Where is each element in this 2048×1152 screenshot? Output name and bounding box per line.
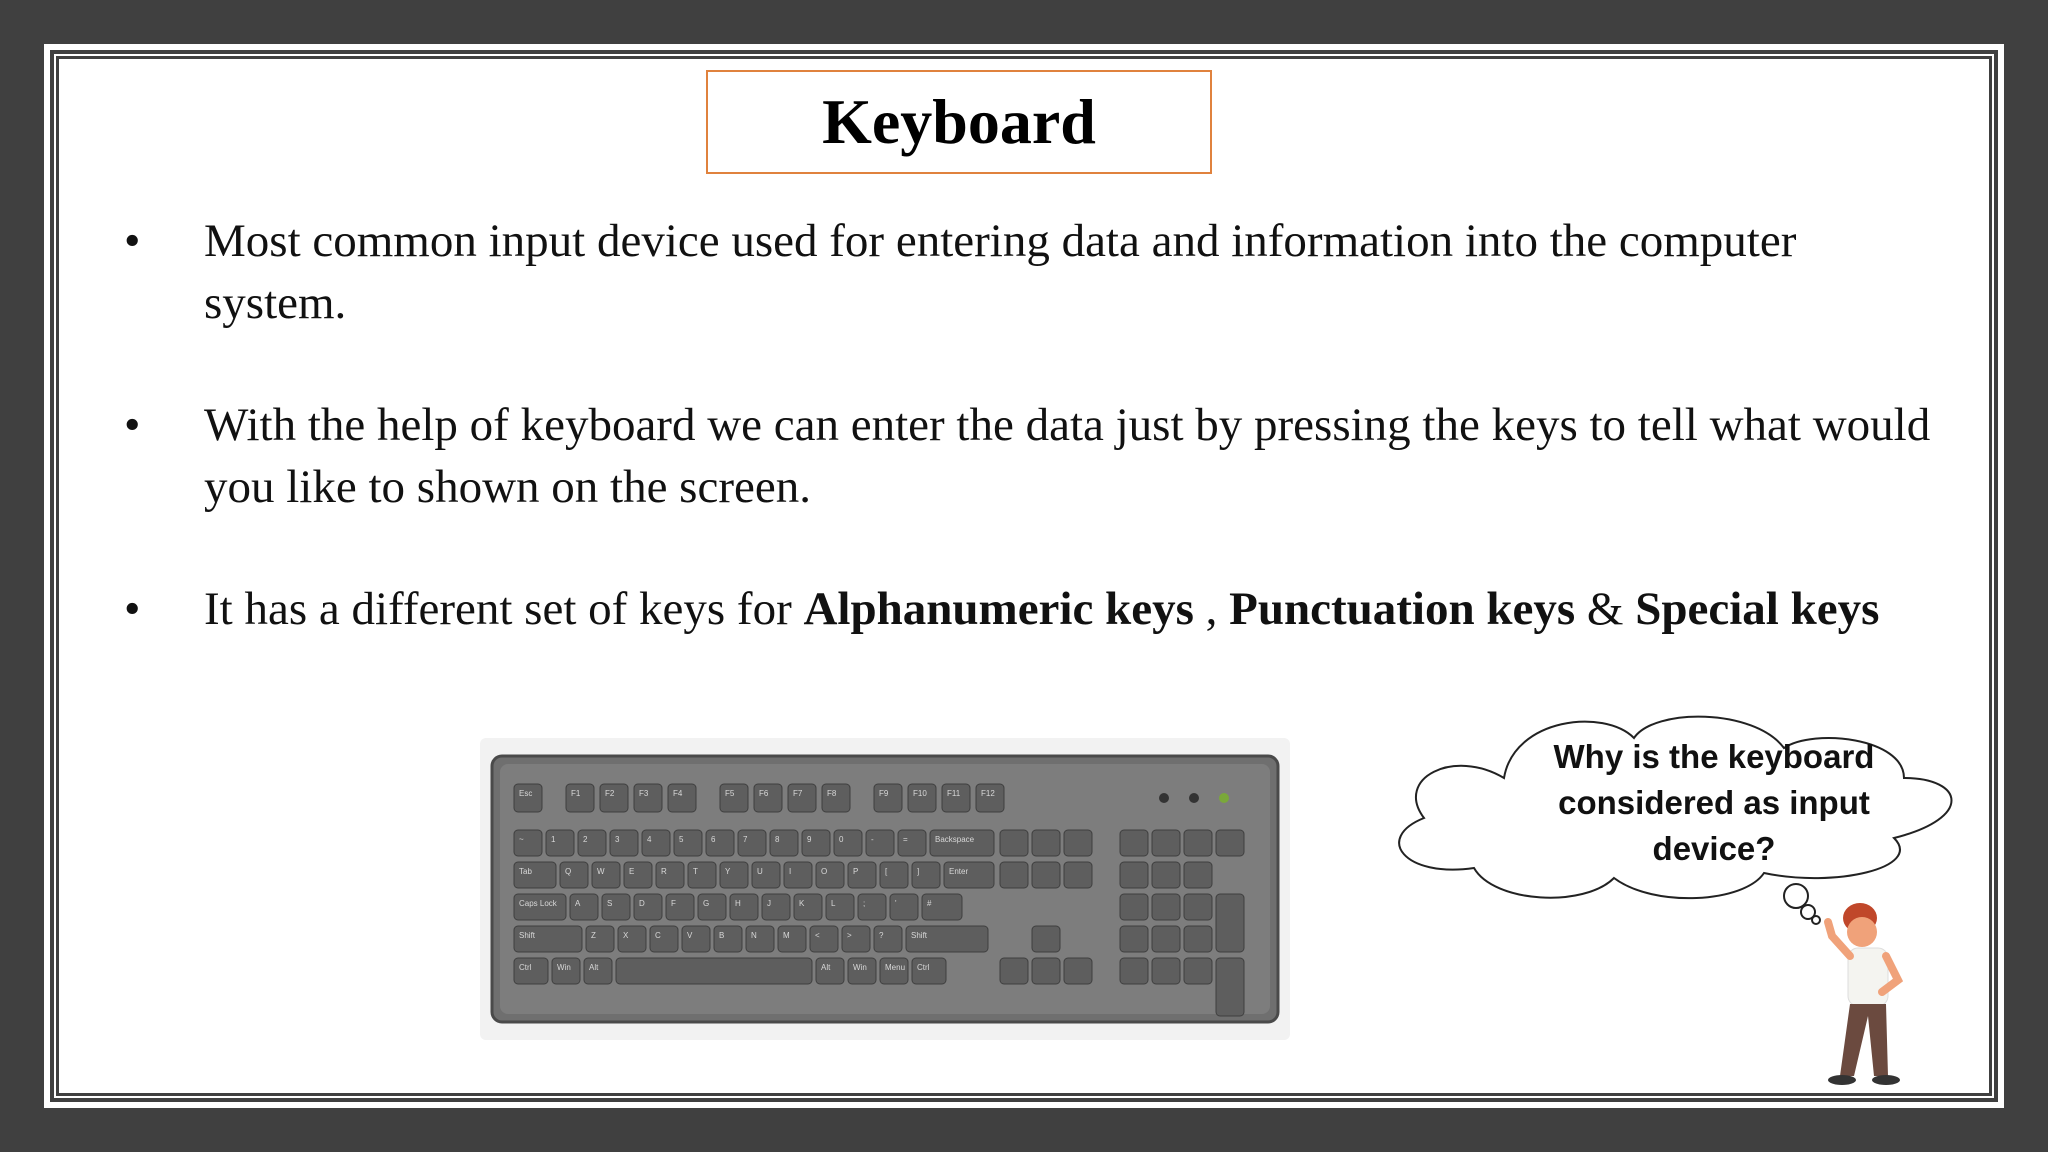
bubble-dot — [1784, 884, 1808, 908]
bullet-item — [120, 394, 1950, 518]
keyboard-key-label: Win — [853, 963, 867, 972]
indicator-led-icon — [1219, 793, 1229, 803]
keyboard-key-label: 3 — [615, 835, 620, 844]
keyboard-key-label: < — [815, 931, 820, 940]
keyboard-key-label: 6 — [711, 835, 716, 844]
keyboard-key-label: C — [655, 931, 661, 940]
keyboard-key-label: G — [703, 899, 710, 908]
keyboard-key-label: ] — [917, 867, 920, 876]
keyboard-key — [1120, 958, 1148, 984]
keyboard-key-label: F6 — [759, 789, 769, 798]
thinking-person-icon — [1812, 896, 1942, 1092]
keyboard-key-label: R — [661, 867, 667, 876]
keyboard-key-label: 8 — [775, 835, 780, 844]
keyboard-key-label: Alt — [821, 963, 831, 972]
keyboard-key-label: ' — [895, 899, 897, 908]
keyboard-key-label: B — [719, 931, 725, 940]
keyboard-key-label: D — [639, 899, 645, 908]
keyboard-key-label: ? — [879, 931, 884, 940]
keyboard-key-label: U — [757, 867, 763, 876]
keyboard-key-label: ; — [863, 899, 866, 908]
keyboard-key — [1064, 830, 1092, 856]
bullet-text: Most common input device used for entering data and information into the computer system. — [204, 215, 1797, 329]
keyboard-key — [1120, 830, 1148, 856]
keyboard-key — [1000, 958, 1028, 984]
keyboard-key-label: Menu — [885, 963, 906, 972]
bullet-separator: , — [1193, 583, 1230, 635]
keyboard-key — [1032, 958, 1060, 984]
keyboard-key-label: 7 — [743, 835, 748, 844]
keyboard-key — [1000, 830, 1028, 856]
keyboard-key-label: F11 — [947, 789, 961, 798]
keyboard-key — [1120, 894, 1148, 920]
keyboard-illustration — [480, 738, 1290, 1040]
keyboard-key — [1152, 958, 1180, 984]
bullet-key-term: Punctuation keys — [1229, 583, 1576, 635]
keyboard-key-label: Shift — [911, 931, 928, 940]
keyboard-key-label: V — [687, 931, 693, 940]
keyboard-key-label: N — [751, 931, 757, 940]
keyboard-key-label: F — [671, 899, 676, 908]
keyboard-key — [1184, 926, 1212, 952]
bullet-item — [120, 210, 1950, 334]
keyboard-key — [1216, 958, 1244, 1016]
keyboard-key-label: Enter — [949, 867, 969, 876]
keyboard-key-label: = — [903, 835, 908, 844]
keyboard-key — [1032, 862, 1060, 888]
keyboard-key-label: F12 — [981, 789, 995, 798]
keyboard-key — [1064, 862, 1092, 888]
keyboard-key-label: E — [629, 867, 635, 876]
bullet-dot: • — [124, 399, 141, 451]
keyboard-key — [1152, 894, 1180, 920]
keyboard-key-label: 5 — [679, 835, 684, 844]
indicator-led-icon — [1189, 793, 1199, 803]
keyboard-key-label: ~ — [519, 835, 524, 844]
keyboard-key-label: Q — [565, 867, 572, 876]
keyboard-key-label: F5 — [725, 789, 735, 798]
keyboard-key — [1120, 926, 1148, 952]
keyboard-key-label: 9 — [807, 835, 812, 844]
keyboard-key-label: I — [789, 867, 792, 876]
keyboard-key-label: W — [597, 867, 605, 876]
keyboard-key — [1152, 830, 1180, 856]
bullet-item — [120, 578, 1950, 640]
keyboard-key-label: 4 — [647, 835, 652, 844]
keyboard-key-label: F10 — [913, 789, 927, 798]
keyboard-key — [1184, 830, 1212, 856]
keyboard-key-label: 1 — [551, 835, 556, 844]
keyboard-key — [1032, 926, 1060, 952]
keyboard-key-label: Win — [557, 963, 571, 972]
keyboard-key-label: F4 — [673, 789, 683, 798]
keyboard-key-label: F2 — [605, 789, 615, 798]
slide-title: Keyboard — [822, 86, 1096, 157]
keyboard-key-label: P — [853, 867, 859, 876]
keyboard-key-label: Backspace — [935, 835, 975, 844]
keyboard-key-label: Shift — [519, 931, 536, 940]
keyboard-key — [1184, 862, 1212, 888]
keyboard-key-label: Esc — [519, 789, 533, 798]
keyboard-key — [1152, 926, 1180, 952]
keyboard-key-label: J — [767, 899, 771, 908]
keyboard-key-label: Caps Lock — [519, 899, 557, 908]
keyboard-key-label: F7 — [793, 789, 803, 798]
keyboard-key — [1216, 894, 1244, 952]
keyboard-key — [1152, 862, 1180, 888]
keyboard-key-label: [ — [885, 867, 888, 876]
bullet-separator: & — [1575, 583, 1636, 635]
bullet-text: With the help of keyboard we can enter the data just by pressing the keys to tell what would you like to shown on the screen. — [204, 399, 1931, 513]
keyboard-key — [1000, 862, 1028, 888]
thought-bubble-text: Why is the keyboard considered as input device? — [1553, 738, 1875, 867]
keyboard-key-label: Z — [591, 931, 596, 940]
bullet-key-term: Alphanumeric keys — [803, 583, 1194, 635]
indicator-led-icon — [1159, 793, 1169, 803]
keyboard-key-label: X — [623, 931, 629, 940]
keyboard-key-label: L — [831, 899, 836, 908]
title-box — [706, 70, 1212, 174]
keyboard-key-label: A — [575, 899, 581, 908]
keyboard-key-label: T — [693, 867, 698, 876]
keyboard-key — [616, 958, 812, 984]
keyboard-key-label: K — [799, 899, 805, 908]
keyboard-key-label: 2 — [583, 835, 588, 844]
bullet-dot: • — [124, 215, 141, 267]
keyboard-key-label: M — [783, 931, 790, 940]
bullet-text-intro: It has a different set of keys for — [204, 583, 804, 635]
keyboard-key — [1032, 830, 1060, 856]
keyboard-key-label: F9 — [879, 789, 889, 798]
keyboard-key-label: Y — [725, 867, 731, 876]
bullet-dot: • — [124, 583, 141, 635]
keyboard-key-label: 0 — [839, 835, 844, 844]
keyboard-key — [1064, 958, 1092, 984]
bullet-list — [120, 210, 1950, 700]
keyboard-key-label: - — [871, 835, 874, 844]
keyboard-key — [1216, 830, 1244, 856]
keyboard-key-label: Tab — [519, 867, 532, 876]
keyboard-key — [1184, 958, 1212, 984]
keyboard-key-label: F3 — [639, 789, 649, 798]
keyboard-key-label: Ctrl — [519, 963, 532, 972]
keyboard-key-label: Alt — [589, 963, 599, 972]
keyboard-key-label: O — [821, 867, 828, 876]
keyboard-key-label: H — [735, 899, 741, 908]
keyboard-key-label: # — [927, 899, 932, 908]
keyboard-key-label: Ctrl — [917, 963, 930, 972]
keyboard-key-label: > — [847, 931, 852, 940]
keyboard-key-label: F1 — [571, 789, 581, 798]
keyboard-key — [1184, 894, 1212, 920]
keyboard-key-label: F8 — [827, 789, 837, 798]
keyboard-key-label: S — [607, 899, 613, 908]
bullet-key-term: Special keys — [1635, 583, 1880, 635]
keyboard-key — [1120, 862, 1148, 888]
keyboard-image — [480, 738, 1290, 1040]
